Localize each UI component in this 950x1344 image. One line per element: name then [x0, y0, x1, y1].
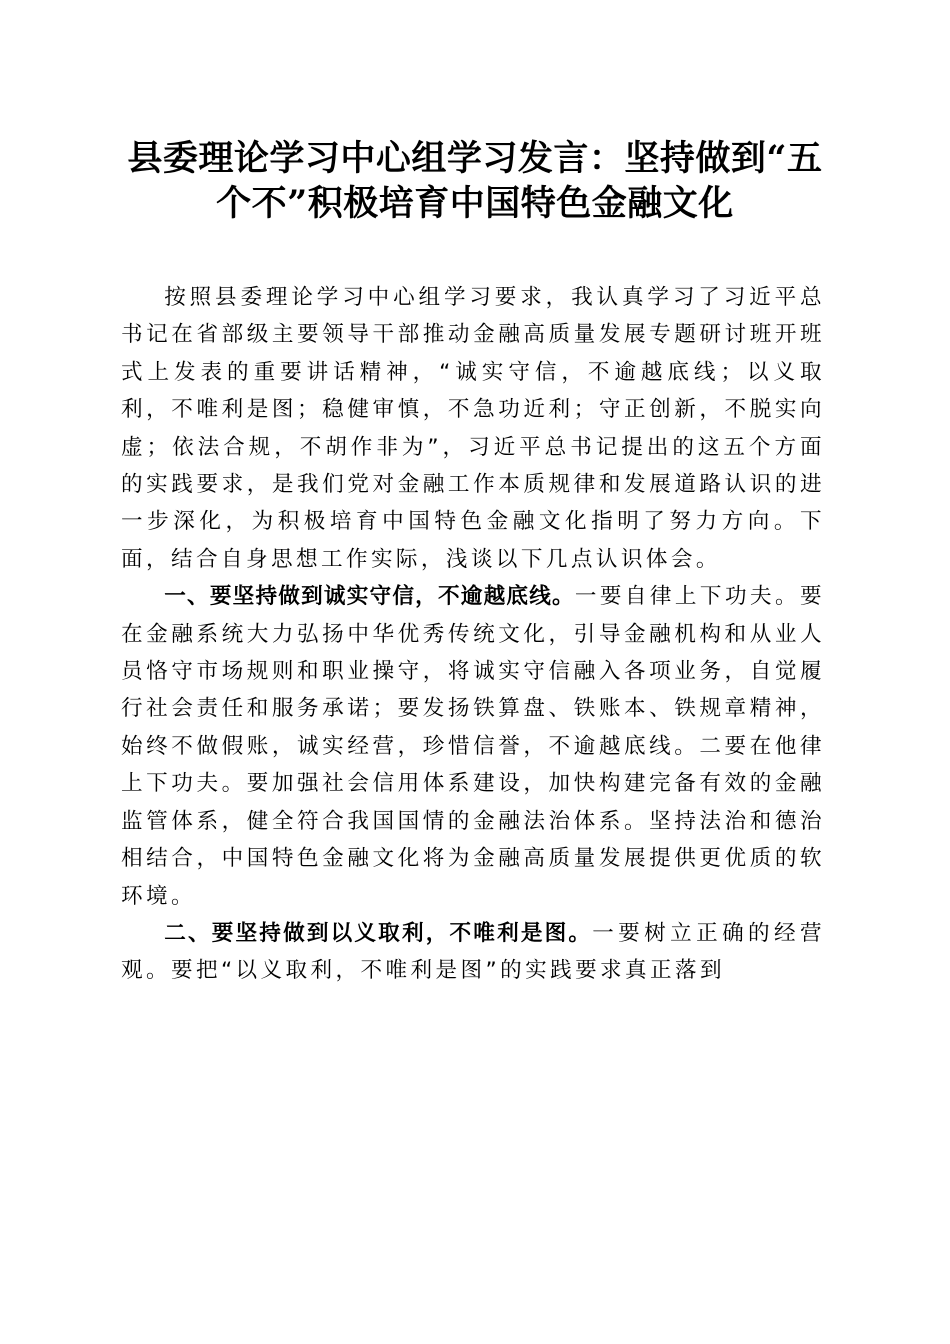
paragraph-text: 按照县委理论学习中心组学习要求，我认真学习了习近平总书记在省部级主要领导干部推动金融高质量发展专题研讨班开班式上发表的重要讲话精神，“诚实守信，不逾越底线；以义取利，不唯利是图；稳健审慎，不急功近利；守正创新，不脱实向虚；依法合规，不胡作非为”，习近平总书记提出的这五个方面的实践要求，是我们党对金融工作本质规律和发展道路认识的进一步深化，为积极培育中国特色金融文化指明了努力方向。下面，结合自身思想工作实际，浅谈以下几点认识体会。: [121, 285, 825, 572]
section-two-heading: 二、要坚持做到以义取利，不唯利是图。: [164, 920, 593, 946]
section-one-paragraph: [121, 578, 825, 915]
document-title: [110, 136, 840, 226]
paragraph-text: 一要树立正确的经营观。要把“以义取利，不唯利是图”的实践要求真正落到: [121, 920, 825, 984]
title-line-1: 县委理论学习中心组学习发言：坚持做到“五: [127, 138, 823, 179]
section-one-heading: 一、要坚持做到诚实守信，不逾越底线。: [164, 584, 575, 610]
title-line-2: 个不”积极培育中国特色金融文化: [216, 183, 734, 224]
intro-paragraph: [121, 279, 825, 578]
document-body: [121, 279, 825, 990]
section-two-paragraph: [121, 915, 825, 990]
paragraph-text: 一要自律上下功夫。要在金融系统大力弘扬中华优秀传统文化，引导金融机构和从业人员恪守市场规则和职业操守，将诚实守信融入各项业务，自觉履行社会责任和服务承诺；要发扬铁算盘、铁账本、铁规章精神，始终不做假账，诚实经营，珍惜信誉，不逾越底线。二要在他律上下功夫。要加强社会信用体系建设，加快构建完备有效的金融监管体系，健全符合我国国情的金融法治体系。坚持法治和德治相结合，中国特色金融文化将为金融高质量发展提供更优质的软环境。: [121, 584, 825, 909]
